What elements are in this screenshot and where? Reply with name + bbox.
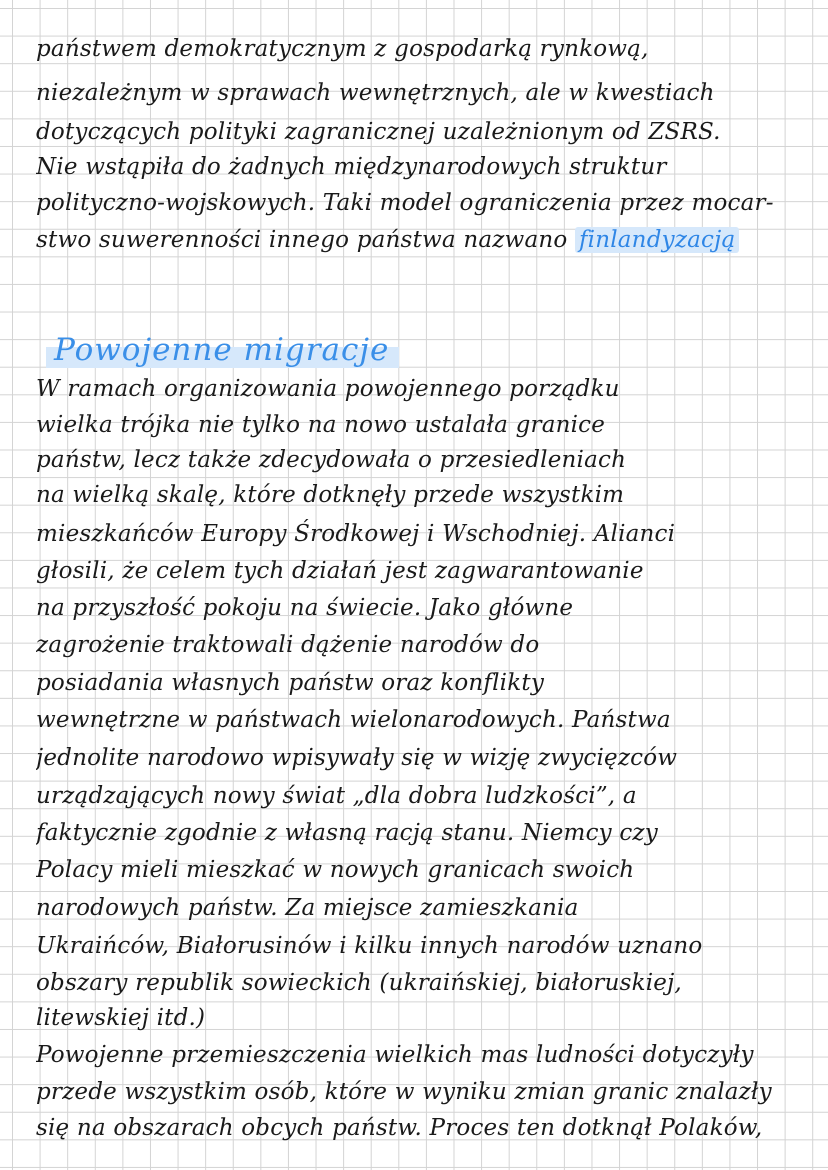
text-line: głosili, że celem tych działań jest zagwarantowanie (36, 558, 644, 584)
section-heading: Powojenne migracje (46, 330, 399, 370)
text-line: litewskiej itd.) (36, 1005, 206, 1031)
text-line: mieszkańców Europy Środkowej i Wschodniej. Alianci (36, 521, 676, 547)
text-line: polityczno-wojskowych. Taki model ograniczenia przez mocar- (36, 190, 774, 216)
text-line: Polacy mieli mieszkać w nowych granicach swoich (36, 857, 635, 883)
text-line: urządzających nowy świat „dla dobra ludzkości”, a (36, 783, 637, 809)
text-line: wewnętrzne w państwach wielonarodowych. Państwa (36, 707, 671, 733)
text-line: zagrożenie traktowali dążenie narodów do (36, 632, 540, 658)
text-line: na przyszłość pokoju na świecie. Jako główne (36, 595, 574, 621)
text-line: W ramach organizowania powojennego porządku (36, 376, 620, 402)
text-line: przede wszystkim osób, które w wyniku zmian granic znalazły (36, 1079, 772, 1105)
text-line: niezależnym w sprawach wewnętrznych, ale w kwestiach (36, 80, 715, 106)
text-line: jednolite narodowo wpisywały się w wizję zwycięzców (36, 745, 678, 771)
text-line: wielka trójka nie tylko na nowo ustalała granice (36, 412, 606, 438)
text-line: narodowych państw. Za miejsce zamieszkania (36, 895, 579, 921)
text-line: Ukraińców, Białorusinów i kilku innych narodów uznano (36, 933, 703, 959)
highlighted-term: finlandyzacją (575, 227, 739, 253)
text-line: dotyczących polityki zagranicznej uzależnionym od ZSRS. (36, 119, 721, 145)
text-line: Nie wstąpiła do żadnych międzynarodowych struktur (36, 154, 667, 180)
text-line: Powojenne przemieszczenia wielkich mas ludności dotyczyły (36, 1042, 754, 1068)
text-line: się na obszarach obcych państw. Proces ten dotknął Polaków, (36, 1115, 763, 1141)
text-line: państw, lecz także zdecydowała o przesiedleniach (36, 447, 627, 473)
text-line-prefix: stwo suwerenności innego państwa nazwano (36, 227, 568, 253)
text-line: faktycznie zgodnie z własną racją stanu. Niemcy czy (36, 820, 658, 846)
text-line-with-term (36, 225, 821, 255)
text-line: na wielką skalę, które dotknęły przede wszystkim (36, 482, 625, 508)
text-line: państwem demokratycznym z gospodarką rynkową, (36, 36, 649, 62)
text-line: obszary republik sowieckich (ukraińskiej, białoruskiej, (36, 970, 682, 996)
text-line: posiadania własnych państw oraz konflikty (36, 670, 545, 696)
